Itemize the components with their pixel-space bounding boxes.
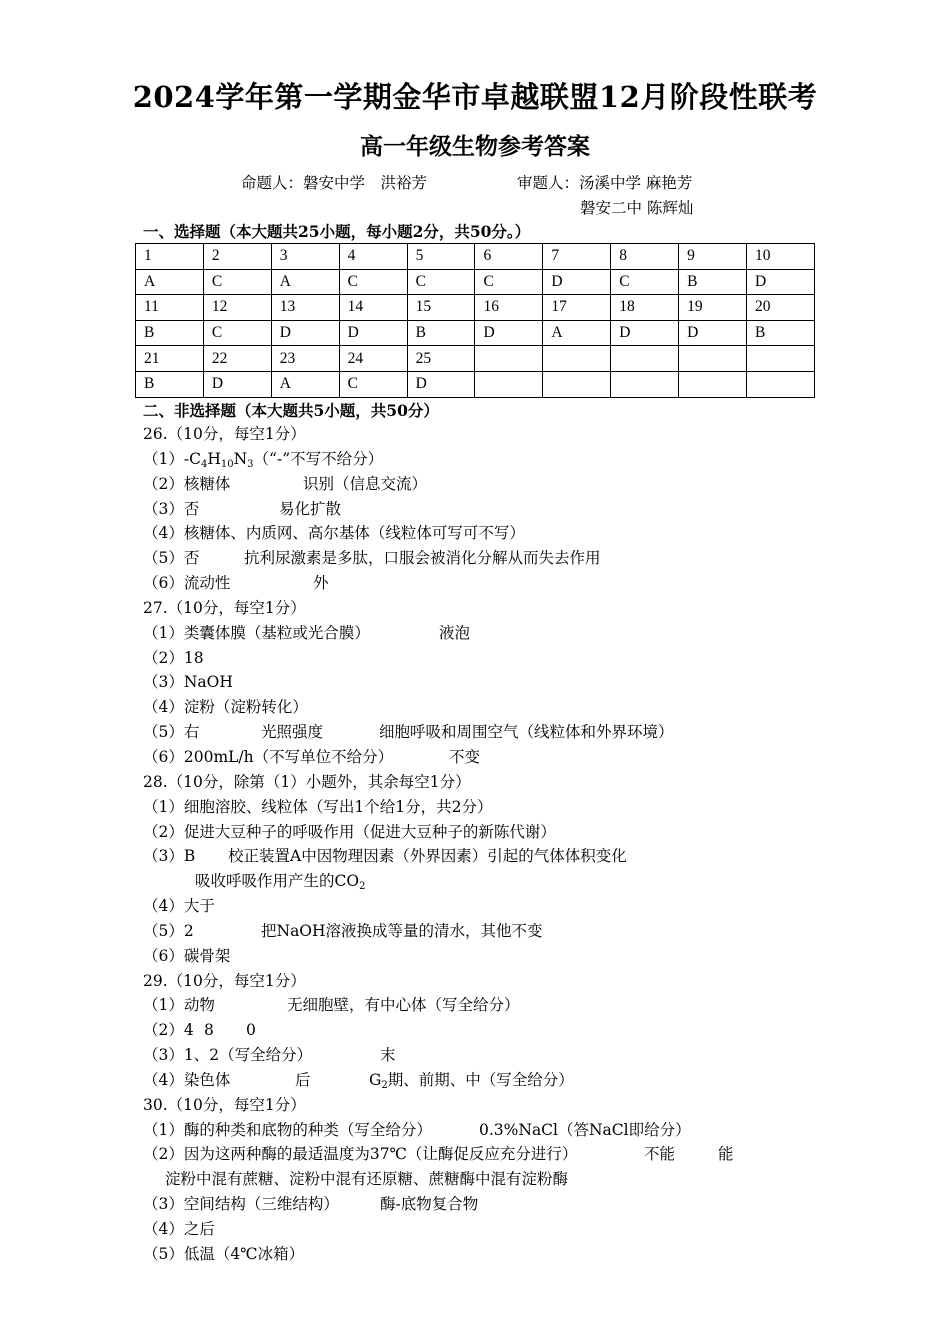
question-number-row — [136, 295, 815, 321]
question-number-cell: 17 — [543, 295, 611, 321]
page-subtitle: 高一年级生物参考答案 — [360, 133, 590, 160]
question-number-cell: 16 — [475, 295, 543, 321]
q28-answer-6: （6）碳骨架 — [143, 946, 231, 965]
question-number-cell: 7 — [543, 244, 611, 270]
question-number-cell: 14 — [339, 295, 407, 321]
answer-cell: D — [611, 320, 679, 346]
answer-cell: B — [136, 320, 204, 346]
q30-title: 30.（10分，每空1分） — [143, 1095, 306, 1114]
q27-title: 27.（10分，每空1分） — [143, 598, 306, 617]
q29-answer-2: （2）4 8 0 — [143, 1021, 256, 1040]
question-number-cell: 20 — [747, 295, 815, 321]
q28-answer-3: （3）B 校正装置A中因物理因素（外界因素）引起的气体体积变化 — [143, 847, 627, 866]
answer-cell — [611, 371, 679, 397]
question-number-row — [136, 346, 815, 372]
q28-answer-2: （2）促进大豆种子的呼吸作用（促进大豆种子的新陈代谢） — [143, 822, 556, 841]
question-number-cell — [747, 346, 815, 372]
question-number-cell: 18 — [611, 295, 679, 321]
question-number-row — [136, 244, 815, 270]
q28-answer-4: （4）大于 — [143, 897, 215, 916]
question-number-cell — [543, 346, 611, 372]
section-1-heading: 一、选择题（本大题共25小题，每小题2分，共50分。） — [143, 222, 531, 241]
q28-answer-5: （5）2 把NaOH溶液换成等量的清水，其他不变 — [143, 921, 543, 940]
answer-row — [136, 269, 815, 295]
answer-table — [135, 243, 815, 398]
answer-cell — [543, 371, 611, 397]
answer-cell: D — [475, 320, 543, 346]
reviewer-info-2: 磐安二中 陈辉灿 — [580, 199, 694, 217]
question-number-cell: 8 — [611, 244, 679, 270]
answer-cell: C — [611, 269, 679, 295]
q26-answer-3: （3）否 易化扩散 — [143, 499, 342, 518]
q29-title: 29.（10分，每空1分） — [143, 971, 306, 990]
answer-row — [136, 320, 815, 346]
q28-answer-3-cont: 吸收呼吸作用产生的$CO_2$ — [195, 872, 366, 893]
q29-answer-4: （4）染色体 后 $G_2$期、前期、中（写全给分） — [143, 1070, 574, 1091]
answer-cell: C — [339, 269, 407, 295]
answer-cell: C — [203, 320, 271, 346]
q30-answer-5: （5）低温（4℃冰箱） — [143, 1244, 305, 1263]
answer-cell: B — [679, 269, 747, 295]
q30-answer-3: （3）空间结构（三维结构） 酶-底物复合物 — [143, 1195, 479, 1214]
question-number-cell: 24 — [339, 346, 407, 372]
answer-cell: C — [339, 371, 407, 397]
answer-cell: A — [136, 269, 204, 295]
q30-answer-1: （1）酶的种类和底物的种类（写全给分） 0.3%NaCl（答NaCl即给分） — [143, 1120, 691, 1139]
question-number-cell: 12 — [203, 295, 271, 321]
question-number-cell: 5 — [407, 244, 475, 270]
question-number-cell: 11 — [136, 295, 204, 321]
q27-answer-2: （2）18 — [143, 648, 204, 667]
answer-cell: D — [339, 320, 407, 346]
question-number-cell: 13 — [271, 295, 339, 321]
q26-answer-2: （2）核糖体 识别（信息交流） — [143, 474, 428, 493]
question-number-cell: 9 — [679, 244, 747, 270]
answer-cell — [747, 371, 815, 397]
question-number-cell: 10 — [747, 244, 815, 270]
q26-title: 26.（10分，每空1分） — [143, 425, 306, 443]
question-number-cell: 23 — [271, 346, 339, 372]
section-2-heading: 二、非选择题（本大题共5小题，共50分） — [143, 401, 439, 420]
q27-answer-5: （5）右 光照强度 细胞呼吸和周围空气（线粒体和外界环境） — [143, 723, 674, 742]
answer-cell: A — [543, 320, 611, 346]
answer-list — [143, 422, 863, 1267]
answer-cell: D — [679, 320, 747, 346]
answer-cell — [475, 371, 543, 397]
q26-answer-1: $(1)-C_4H_{10}N_3(“-$”不写不给分） — [143, 449, 384, 470]
answer-cell: B — [136, 371, 204, 397]
answer-cell: D — [407, 371, 475, 397]
question-number-cell: 19 — [679, 295, 747, 321]
question-number-cell: 2 — [203, 244, 271, 270]
question-number-cell: 15 — [407, 295, 475, 321]
answer-cell: A — [271, 371, 339, 397]
q26-answer-6: （6）流动性 外 — [143, 574, 329, 593]
reviewer-info-1: 审题人：汤溪中学 麻艳芳 — [517, 174, 693, 192]
q27-answer-3: （3）NaOH — [143, 673, 233, 692]
answer-cell — [679, 371, 747, 397]
q28-answer-1: （1）细胞溶胶、线粒体（写出1个给1分，共2分） — [143, 797, 493, 816]
question-number-cell: 25 — [407, 346, 475, 372]
question-number-cell: 6 — [475, 244, 543, 270]
q28-title: 28.（10分，除第（1）小题外，其余每空1分） — [143, 772, 471, 791]
answer-cell: D — [747, 269, 815, 295]
question-number-cell — [475, 346, 543, 372]
question-number-cell — [679, 346, 747, 372]
q27-answer-1: （1）类囊体膜（基粒或光合膜） 液泡 — [143, 623, 471, 642]
q29-answer-1: （1）动物 无细胞壁，有中心体（写全给分） — [143, 996, 520, 1015]
q26-answer-4: （4）核糖体、内质网、高尔基体（线粒体可写可不写） — [143, 524, 525, 543]
q29-answer-3: （3）1、2（写全给分） 末 — [143, 1046, 396, 1065]
answer-cell: C — [203, 269, 271, 295]
question-number-cell: 3 — [271, 244, 339, 270]
answer-cell: A — [271, 269, 339, 295]
question-number-cell — [611, 346, 679, 372]
q30-answer-4: （4）之后 — [143, 1220, 215, 1238]
q30-answer-2: （2）因为这两种酶的最适温度为37℃（让酶促反应充分进行） 不能 能 — [143, 1145, 734, 1164]
answer-cell: B — [747, 320, 815, 346]
answer-cell: C — [407, 269, 475, 295]
page-title: 2024学年第一学期金华市卓越联盟12月阶段性联考 — [132, 80, 818, 114]
q26-answer-5: （5）否 抗利尿激素是多肽，口服会被消化分解从而失去作用 — [143, 549, 601, 568]
answer-cell: C — [475, 269, 543, 295]
question-number-cell: 22 — [203, 346, 271, 372]
answer-cell: D — [203, 371, 271, 397]
question-number-cell: 1 — [136, 244, 204, 270]
q27-answer-6: （6）200mL/h（不写单位不给分） 不变 — [143, 747, 481, 766]
q30-answer-2-cont: 淀粉中混有蔗糖、淀粉中混有还原糖、蔗糖酶中混有淀粉酶 — [165, 1170, 569, 1189]
answer-cell: B — [407, 320, 475, 346]
question-number-cell: 4 — [339, 244, 407, 270]
answer-cell: D — [543, 269, 611, 295]
q27-answer-4: （4）淀粉（淀粉转化） — [143, 698, 308, 717]
answer-cell: D — [271, 320, 339, 346]
question-number-cell: 21 — [136, 346, 204, 372]
answer-row — [136, 371, 815, 397]
setter-info: 命题人：磐安中学 洪裕芳 — [241, 174, 428, 192]
